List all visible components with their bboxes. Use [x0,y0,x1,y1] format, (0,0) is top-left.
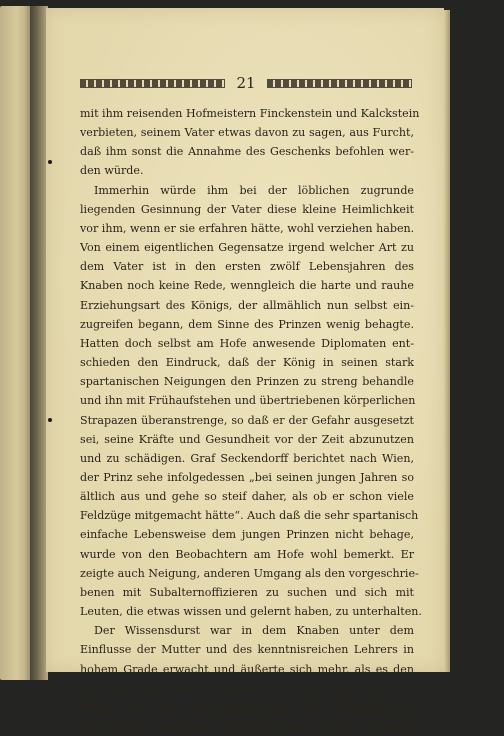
text-line: dem Vater ist in den ersten zwölf Lebensjahren des [80,260,414,274]
text-line: fangreiche Lektüre und begann eine kleine Bibliothek für [80,700,414,714]
text-line: zeigte auch Neigung, anderen Umgang als den vorgeschrie- [80,566,419,580]
text-line: Der Wissensdurst war in dem Knaben unter dem [94,624,414,638]
text-line: vor ihm, wenn er sie erfahren hätte, wohl verziehen haben. [80,221,415,235]
text-line: einfache Lebensweise dem jungen Prinzen nicht behage, [80,528,414,542]
body-text [80,104,422,736]
text-line: und ihn mit Frühaufstehen und übertriebenen körperlichen [80,394,416,408]
text-line: liegenden Gesinnung der Vater diese kleine Heimlichkeit [80,202,414,216]
text-line: und zu schädigen. Graf Seckendorff berichtet nach Wien, [80,451,414,465]
margin-mark [48,418,52,422]
text-line: den Prinzen anzulegen. Friedrich gewann mehr und mehr [80,720,414,733]
text-line: ältlich aus und gehe so steif daher, als ob er schon viele [80,490,414,504]
text-line: Strapazen überanstrenge, so daß er der Gefahr ausgesetzt [80,413,414,427]
text-line: verbieten, seinem Vater etwas davon zu sagen, aus Furcht, [80,126,414,140]
text-line: wurde von den Beobachtern am Hofe wohl bemerkt. Er [80,547,414,561]
text-line: Hatten doch selbst am Hofe anwesende Diplomaten ent- [80,336,414,350]
book-page [46,8,444,733]
text-line: spartanischen Neigungen den Prinzen zu streng behandle [80,375,414,389]
text-line: den würde. [80,164,144,178]
page-header [80,72,412,94]
left-page-edge [0,6,30,680]
text-line: sei, seine Kräfte und Gesundheit vor der Zeit abzunutzen [80,432,414,446]
header-ornament-left [80,79,225,88]
text-line: der Prinz sehe infolgedessen „bei seinen jungen Jahren so [80,470,414,484]
text-line: Knaben noch keine Rede, wenngleich die harte und rauhe [80,279,414,293]
text-line: Feldzüge mitgemacht hätte“. Auch daß die sehr spartanisch [80,509,419,523]
text-line: Einflusse der Mutter und des kenntnisreichen Lehrers in [80,643,414,657]
text-line: mit ihm reisenden Hofmeistern Finckenstein und Kalckstein [80,107,420,120]
header-ornament-right [267,79,412,88]
text-line: hohem Grade erwacht und äußerte sich mehr, als es den [80,662,414,676]
text-line: Absichten des Vaters entsprach. Duhan sorgte für um- [80,681,414,695]
text-line: Erziehungsart des Königs, der allmählich nun selbst ein- [80,298,414,312]
text-line: daß ihm sonst die Annahme des Geschenks befohlen wer- [80,145,414,159]
margin-mark [48,160,52,164]
text-line: Immerhin würde ihm bei der löblichen zugrunde [94,183,414,197]
page-right-edge [444,10,450,672]
text-line: zugreifen begann, dem Sinne des Prinzen wenig behagte. [80,317,414,331]
text-line: Leuten, die etwas wissen und gelernt haben, zu unterhalten. [80,605,422,619]
text-line: schieden den Eindruck, daß der König in seinen stark [80,356,414,370]
text-line: benen mit Subalternoffizieren zu suchen und sich mit [80,585,414,599]
text-line: Von einem eigentlichen Gegensatze irgend welcher Art zu [80,241,414,255]
page-number: 21 [236,74,256,92]
